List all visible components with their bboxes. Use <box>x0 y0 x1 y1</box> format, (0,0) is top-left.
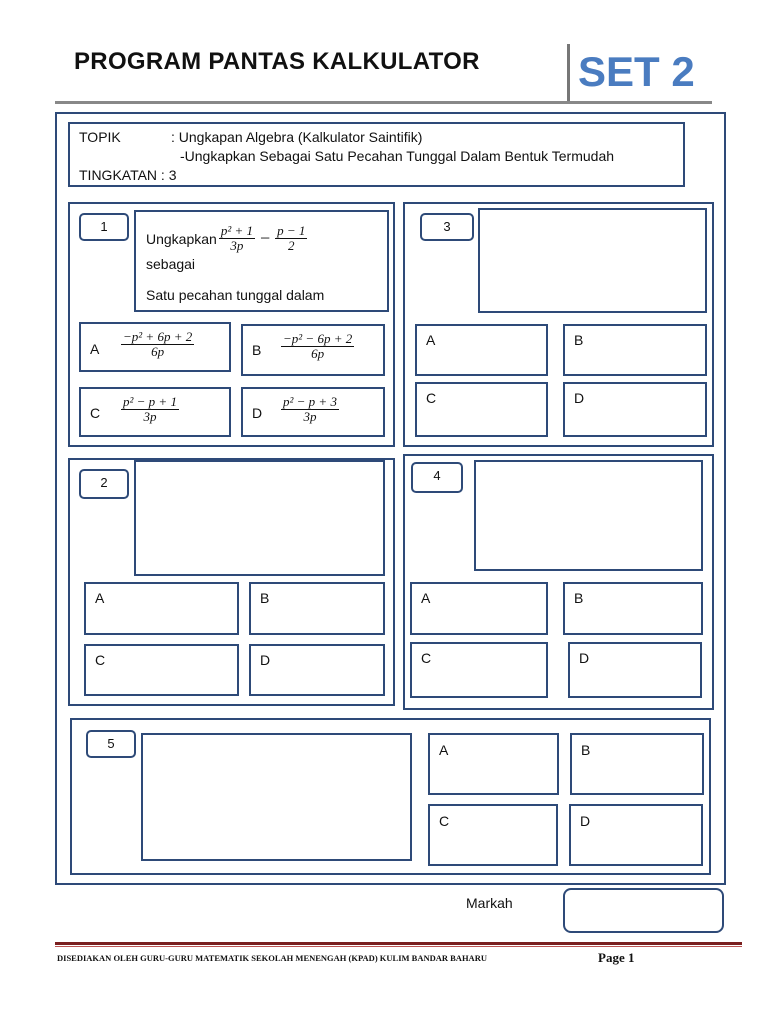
question-1-number: 1 <box>79 213 129 241</box>
q3-option-d[interactable]: D <box>563 382 707 437</box>
q1-fraction-1: $\frac{\text{p² + 1}}{3p}$ <box>220 223 253 253</box>
q1-fraction-2: $\frac{p - 1}{2}$ <box>277 223 306 253</box>
markah-label: Markah <box>466 895 513 911</box>
q1-expression: $\frac{\text{p² + 1}}{3p}$ − $\frac{p - 1}{2}$ <box>220 223 306 253</box>
q5-option-d[interactable]: D <box>569 804 703 866</box>
q1-option-d[interactable]: D $\frac{\text{p² − p + 3}}{3p}$ <box>241 387 385 437</box>
q5-option-c[interactable]: C <box>428 804 558 866</box>
topik-label: TOPIK <box>79 129 121 145</box>
q3-option-a[interactable]: A <box>415 324 548 376</box>
topic-box <box>68 122 685 187</box>
q1-lead: Ungkapkan <box>146 230 217 247</box>
markah-box[interactable] <box>563 888 724 933</box>
q1-sebagai: sebagai <box>146 256 196 272</box>
q5-option-b[interactable]: B <box>570 733 704 795</box>
q4-option-a[interactable]: A <box>410 582 548 635</box>
footer-rule <box>55 942 742 945</box>
header-rule <box>55 101 712 104</box>
question-5-number: 5 <box>86 730 136 758</box>
q2-option-b[interactable]: B <box>249 582 385 635</box>
tingkatan-label: TINGKATAN : 3 <box>79 167 177 183</box>
q4-option-c[interactable]: C <box>410 642 548 698</box>
q1-option-a[interactable]: A $\frac{\text{−p² + 6p + 2}}{6p}$ <box>79 322 231 372</box>
question-1-prompt <box>134 210 389 312</box>
question-4-number: 4 <box>411 462 463 493</box>
q2-option-a[interactable]: A <box>84 582 239 635</box>
q2-option-c[interactable]: C <box>84 644 239 696</box>
topic-subtitle: -Ungkapkan Sebagai Satu Pecahan Tunggal Dalam Bentuk Termudah <box>180 148 615 164</box>
question-4-prompt <box>474 460 703 571</box>
question-5-prompt <box>141 733 412 861</box>
q2-option-d[interactable]: D <box>249 644 385 696</box>
footer-rule-thin <box>55 946 742 947</box>
footer-credit: DISEDIAKAN OLEH GURU-GURU MATEMATIK SEKOLAH MENENGAH (KPAD) KULIM BANDAR BAHARU <box>57 953 487 963</box>
page-title: PROGRAM PANTAS KALKULATOR <box>74 48 480 75</box>
q5-option-a[interactable]: A <box>428 733 559 795</box>
set-label: SET 2 <box>578 48 695 95</box>
page-number: Page 1 <box>598 950 635 965</box>
header-divider <box>567 44 570 102</box>
q3-option-c[interactable]: C <box>415 382 548 437</box>
question-3-number: 3 <box>420 213 474 241</box>
question-3-prompt <box>478 208 707 313</box>
question-2-prompt <box>134 460 385 576</box>
q3-option-b[interactable]: B <box>563 324 707 376</box>
q1-option-b[interactable]: B $\frac{\text{−p² − 6p + 2}}{6p}$ <box>241 324 385 376</box>
q1-option-c[interactable]: C $\frac{\text{p² − p + 1}}{3p}$ <box>79 387 231 437</box>
q1-instruction: Satu pecahan tunggal dalam <box>146 287 325 303</box>
topik-value: : Ungkapan Algebra (Kalkulator Saintifik) <box>171 129 423 145</box>
q4-option-d[interactable]: D <box>568 642 702 698</box>
q4-option-b[interactable]: B <box>563 582 703 635</box>
question-2-number: 2 <box>79 469 129 499</box>
